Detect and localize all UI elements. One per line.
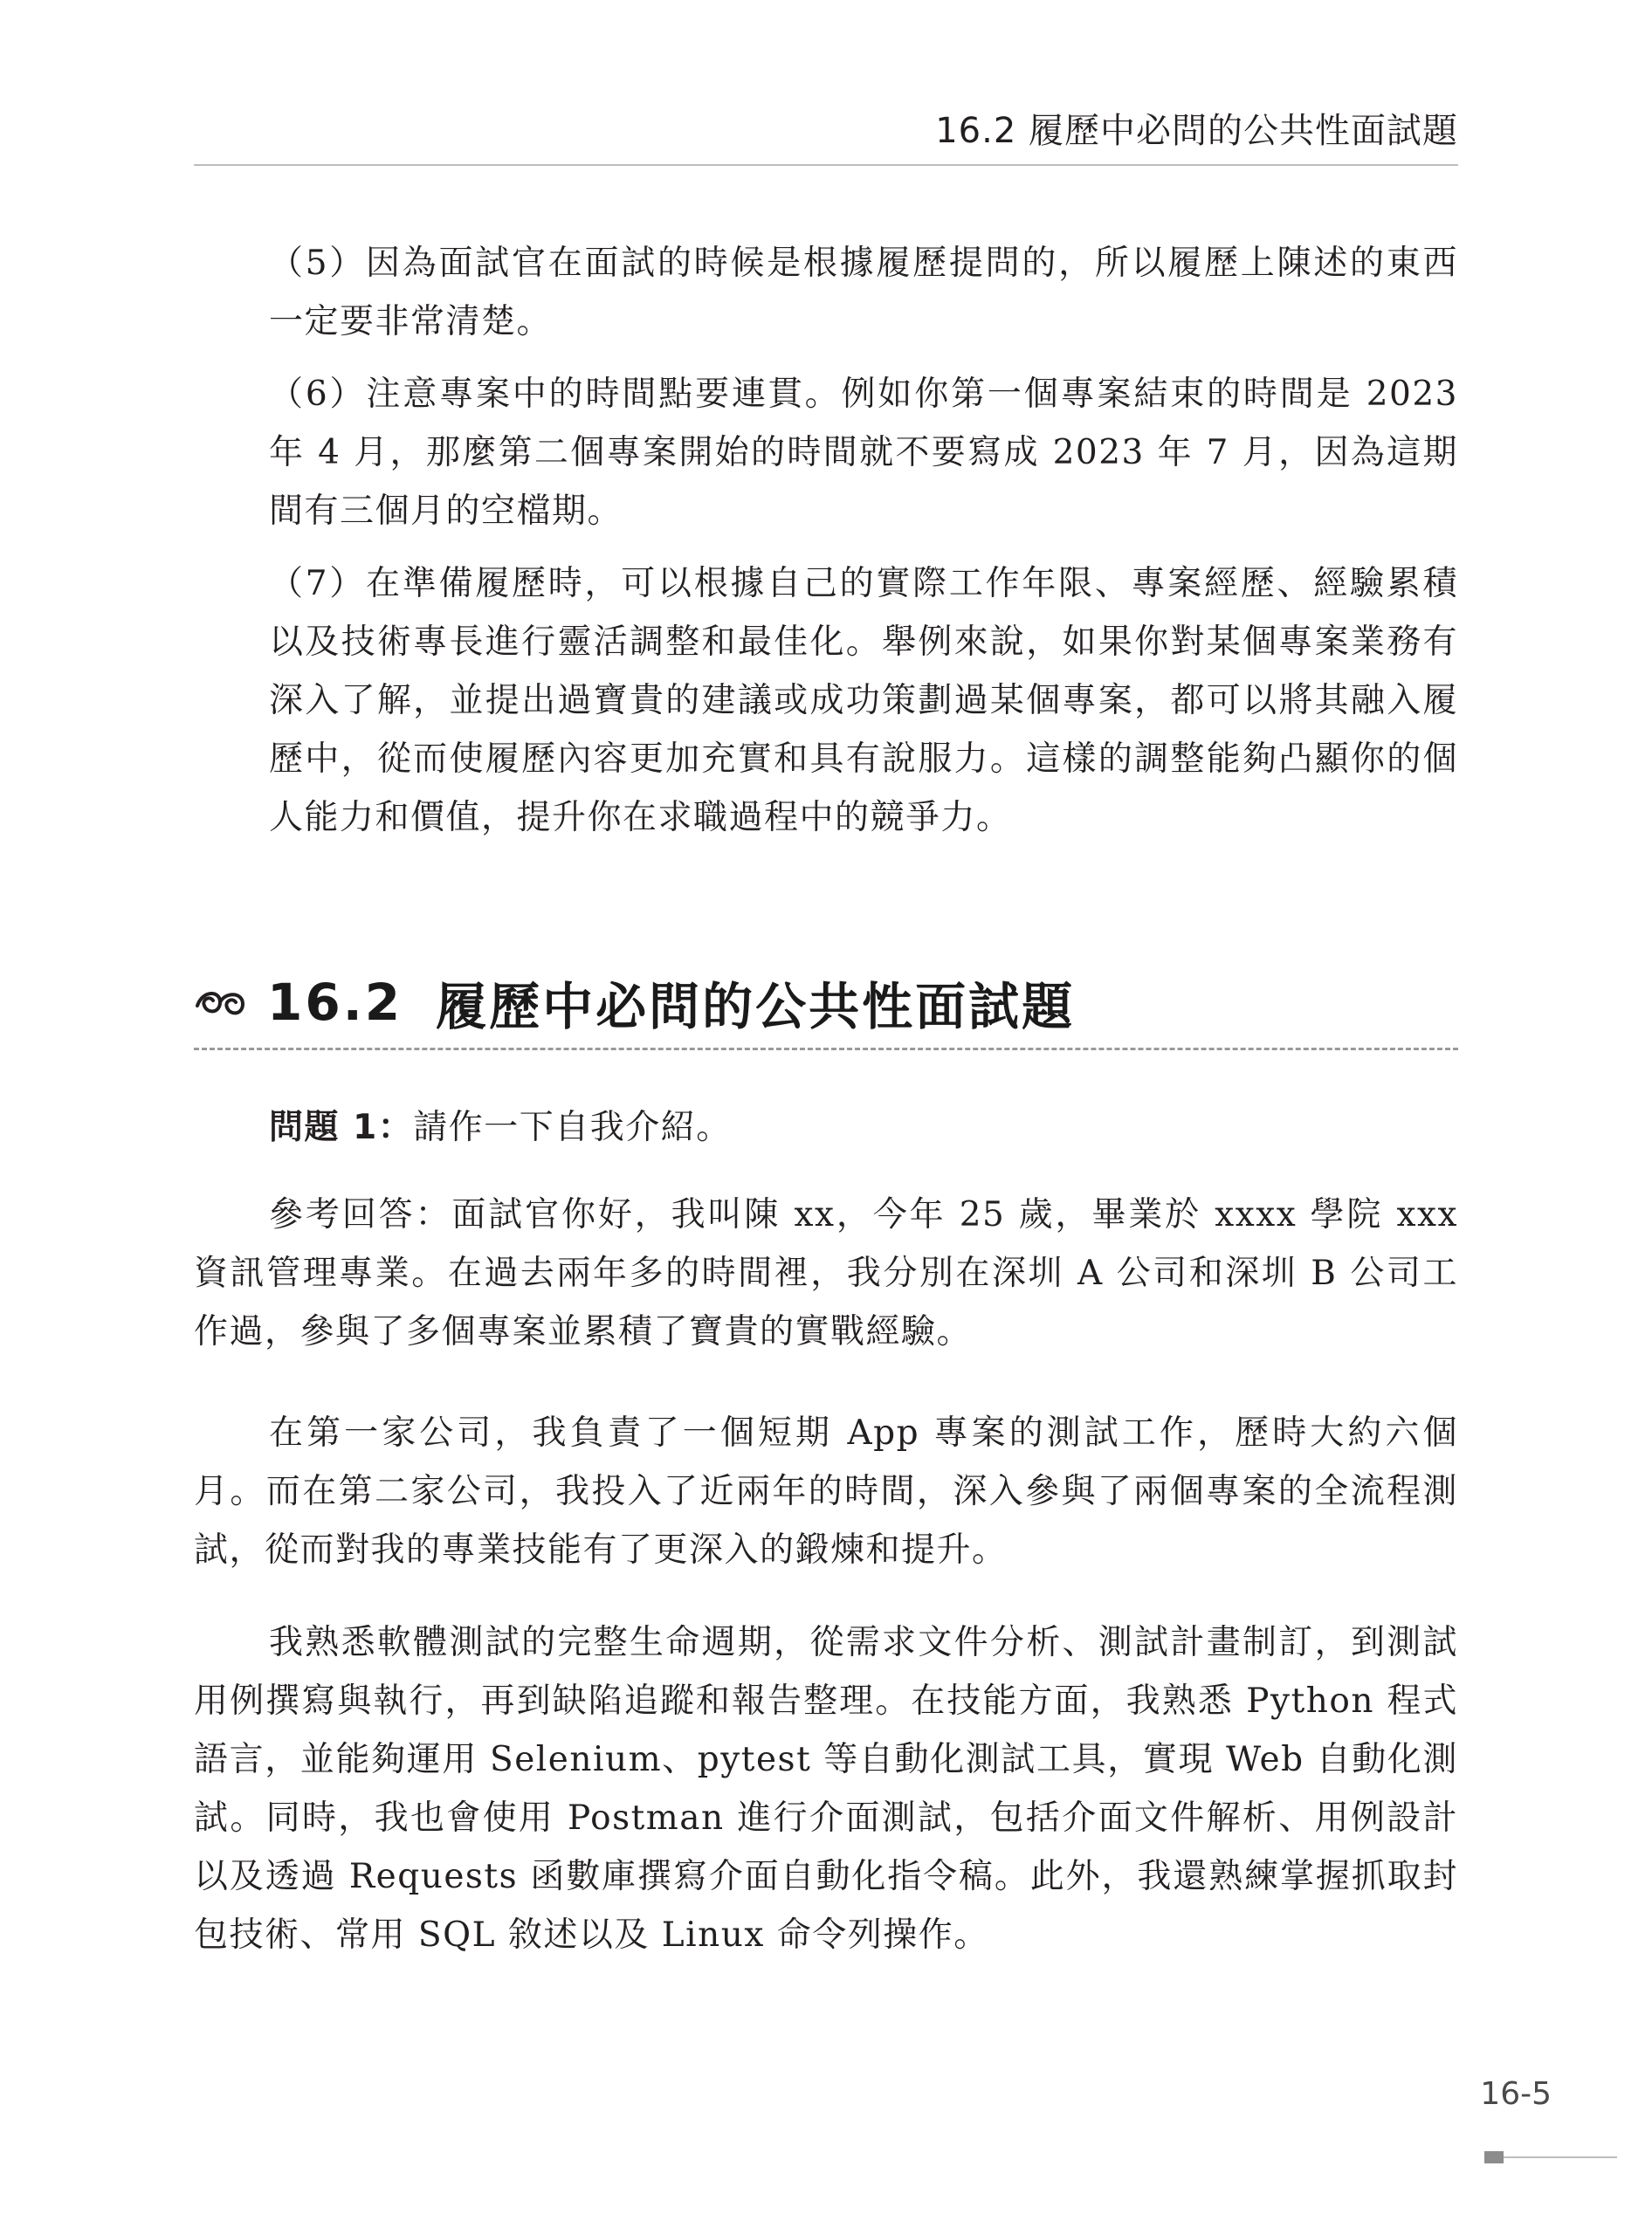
- question-1: [269, 1098, 1458, 1157]
- section-number: 16.2: [267, 973, 403, 1032]
- header-divider: [194, 164, 1458, 166]
- answer-paragraph: 我熟悉軟體測試的完整生命週期，從需求文件分析、測試計畫制訂，到測試用例撰寫與執行，再到缺陷追蹤和報告整理。在技能方面，我熟悉 Python 程式語言，並能夠運用 Selenium、pytest 等自動化測試工具，實現 Web 自動化測試。同時，我也會使用 Postman 進行介面測試，包括介面文件解析、用例設計以及透過 Requests 函數庫撰寫介面自動化指令稿。此外，我還熟練掌握抓取封包技術、常用 SQL 敘述以及 Linux 命令列操作。: [194, 1623, 1458, 1955]
- section-title: 履歷中必問的公共性面試題: [436, 977, 1076, 1036]
- section-divider: [194, 1048, 1458, 1050]
- section-heading: [194, 967, 1458, 1037]
- answer-paragraph: 在第一家公司，我負責了一個短期 App 專案的測試工作，歷時大約六個月。而在第二家公司，我投入了近兩年的時間，深入參與了兩個專案的全流程測試，從而對我的專業技能有了更深入的鍛煉和提升。: [194, 1413, 1458, 1570]
- leaf-ornament-icon: [194, 985, 248, 1020]
- running-header: 16.2 履歷中必問的公共性面試題: [935, 111, 1458, 151]
- question-text: 請作一下自我介紹。: [413, 1108, 732, 1147]
- footer-divider: [1484, 2156, 1617, 2158]
- list-item-5: （5）因為面試官在面試的時候是根據履歷提問的，所以履歷上陳述的東西一定要非常清楚。: [269, 244, 1458, 341]
- list-item-7: （7）在準備履歷時，可以根據自己的實際工作年限、專案經歷、經驗累積以及技術專長進行靈活調整和最佳化。舉例來說，如果你對某個專案業務有深入了解，並提出過寶貴的建議或成功策劃過某個專案，都可以將其融入履歷中，從而使履歷內容更加充實和具有說服力。這樣的調整能夠凸顯你的個人能力和價值，提升你在求職過程中的競爭力。: [269, 564, 1458, 837]
- page-number: 16-5: [1480, 2076, 1552, 2112]
- answer-paragraph: 參考回答：面試官你好，我叫陳 xx，今年 25 歲，畢業於 xxxx 學院 xxx 資訊管理專業。在過去兩年多的時間裡，我分別在深圳 A 公司和深圳 B 公司工作過，參與了多個專案並累積了寶貴的實戰經驗。: [194, 1195, 1458, 1351]
- footer-marker: [1484, 2151, 1504, 2163]
- list-item-6: （6）注意專案中的時間點要連貫。例如你第一個專案結束的時間是 2023 年 4 月，那麼第二個專案開始的時間就不要寫成 2023 年 7 月，因為這期間有三個月的空檔期。: [269, 375, 1458, 531]
- question-label: 問題 1：: [269, 1108, 414, 1147]
